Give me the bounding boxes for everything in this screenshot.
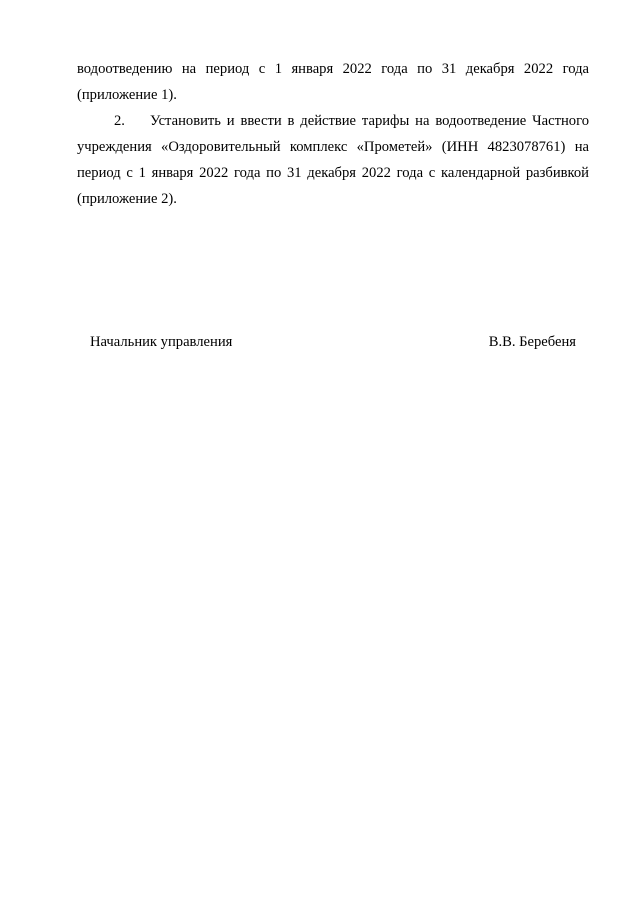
signatory-name: В.В. Беребеня (488, 334, 576, 350)
signature-block (90, 330, 576, 354)
paragraph-continued: водоотведению на период с 1 января 2022 года по 31 декабря 2022 года (приложение 1). (77, 61, 589, 103)
list-item-text: Установить и ввести в действие тарифы на водоотведение Частного учреждения «Оздоровительный комплекс «Прометей» (ИНН 4823078761) на период с 1 января 2022 года по 31 декабря 2022 года с календарной разбивкой (приложение 2). (77, 113, 589, 207)
signatory-position: Начальник управления (90, 334, 233, 350)
list-item-number: 2. (114, 113, 125, 129)
list-item-2 (77, 108, 589, 212)
document-body (77, 56, 589, 212)
